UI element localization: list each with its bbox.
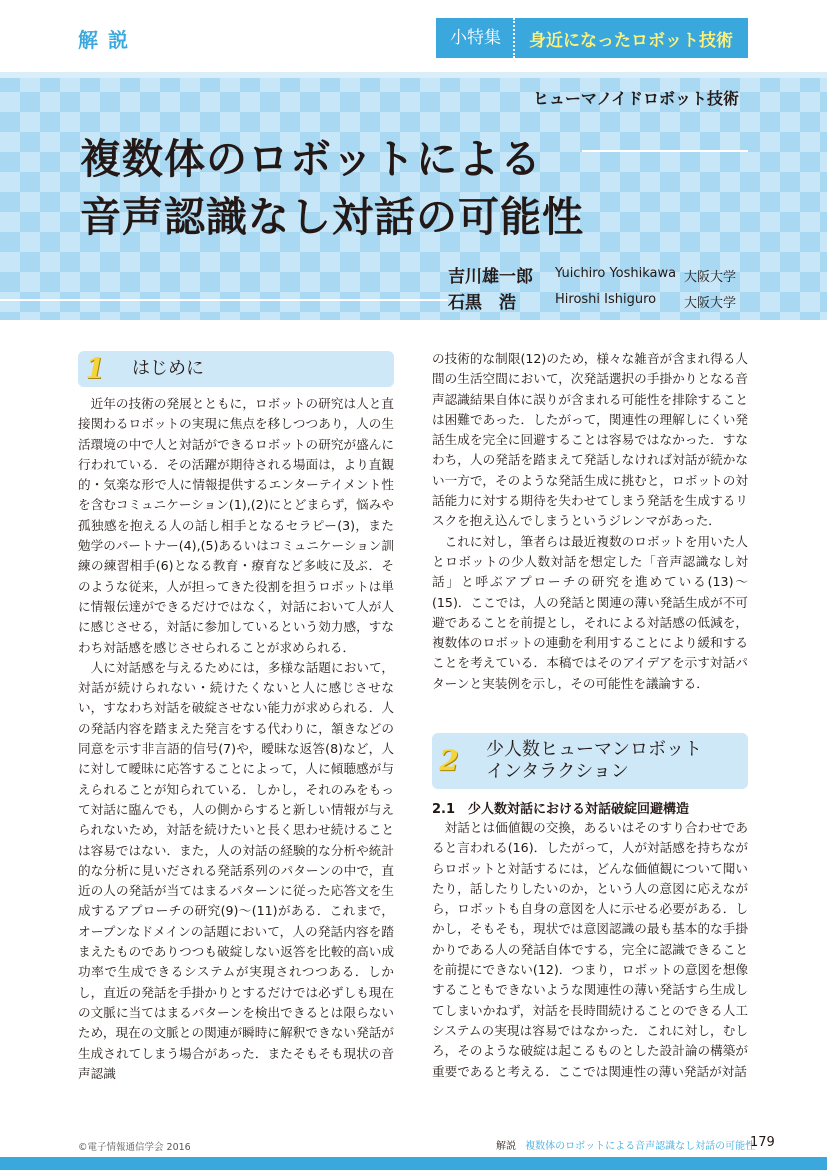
author-name-en: Yuichiro Yoshikawa (555, 266, 677, 281)
paragraph: 近年の技術の発展とともに，ロボットの研究は人と直接関わるロボットの実現に焦点を移しつつあり，人の生活環境の中で人と対話ができるロボットの研究が盛んに行われている．その活躍が期待される場面は，より直観的・気楽な形で人に情報提供するエンターテイメント性を含むコミュニケーション(1),(2)にとどまらず，悩みや孤独感を抱える人の話し相手となるセラピー(3)，また勉学のパートナー(4),(5)あるいはコミュニケーション訓練の練習相手(6)となる教育・療育など多岐に及ぶ．そのような従来，人が担ってきた役割を担うロボットは単に情報伝達ができるだけではなく，対話において人が人に感じさせる，対話に参加しているという効力感，すなわち対話感を感じさせられることが求められる． (78, 396, 394, 655)
subsection-title: 2.1 少人数対話における対話破綻回避構造 (432, 802, 690, 817)
section-title (486, 739, 702, 783)
author-affiliation: 大阪大学 (684, 270, 737, 285)
article-title-line1: 複数体のロボットによる (80, 135, 542, 183)
section-title: はじめに (132, 358, 204, 379)
paragraph: の技術的な制限(12)のため，様々な雑音が含まれ得る人間の生活空間において，次発話選択の手掛かりとなる音声認識結果自体に誤りが含まれる可能性を排除することは困難であった．したがって，関連性の理解しにくい発話生成を完全に回避することは容易ではなかった．すなわち，人の発話を踏まえて発話しなければ対話が続かない一方で，そのような発話生成に挑むと，ロボットの対話能力に対する期待を失わせてしまう発話を生成するリスクを抱え込んでしまうというジレンマがあった． (432, 351, 748, 529)
author-name-jp: 石黒 浩 (448, 293, 516, 313)
feature-tag (436, 18, 748, 58)
article-title-line2: 音声認識なし対話の可能性 (80, 193, 584, 241)
author-name-jp: 吉川雄一郎 (448, 267, 533, 287)
section-number: 2 (439, 744, 459, 777)
author-rule (0, 299, 448, 301)
section-number: 1 (85, 352, 105, 385)
author-affiliation: 大阪大学 (684, 296, 737, 311)
right-column-text-bottom (432, 818, 748, 1094)
article-category: ヒューマノイドロボット技術 (532, 89, 739, 108)
running-title: 複数体のロボットによる音声認識なし対話の可能性 (525, 1141, 756, 1152)
copyright: ©電子情報通信学会 2016 (78, 1142, 191, 1153)
paragraph: 人に対話感を与えるためには，多様な話題において，対話が続けられない・続けたくないと人に感じさせない，すなわち対話を破綻させない能力が求められる．人の発話内容を踏まえた発言をする代わりに，頷きなどの同意を示す非言語的信号(7)や，曖昧な返答(8)など，人に対して曖昧に応答することによって，人に傾聴感が与えられることが知られている．しかし，それのみをもって対話に臨んでも，人の側からすると新しい情報が与えられないため，対話を続けたいと長く思わせ続けることは容易ではない．また，人の対話の経験的な分析や統計的な分析に見いだされる発話系列のパターンの中で，直近の人の発話が当てはまるパターンに従った応答文を生成するアプローチの研究(9)〜(11)がある．これまで，オープンなドメインの話題において，人の発話内容を踏まえたものでありつつも破綻しない返答を比較的高い成功率で生成できるシステムが実現されつつある．しかし，直近の発話を手掛かりとするだけでは必ずしも現在の文脈に当てはまるパターンを検出できるとは限らないため，現在の文脈との関連が瞬時に解釈できない発話が生成されてしまう場合があった．またそもそも現状の音声認識 (78, 659, 394, 1081)
section-heading-2 (432, 733, 748, 789)
page-number: 179 (750, 1135, 775, 1150)
running-footer (496, 1137, 755, 1152)
feature-title: 身近になったロボット技術 (529, 30, 733, 51)
left-column-text (78, 394, 394, 1094)
paragraph: これに対し，筆者らは最近複数のロボットを用いた人とロボットの少人数対話を想定した「音声認識なし対話」と呼ぶアプローチの研究を進めている(13)〜(15)．ここでは，人の発話と関連の薄い発話生成が不可避であることを前提とし，それによる対話感の低減を，複数体のロボットの連動を利用することにより緩和することを考えている．本稿ではそのアイデアを示す対話パターンと実装例を示し，その可能性を議論する． (432, 533, 748, 691)
section-label: 解説 (78, 28, 138, 52)
title-rule (582, 150, 748, 152)
bottom-band (0, 1157, 827, 1170)
banner-top-strip (0, 72, 827, 78)
section-title-line1: 少人数ヒューマンロボット (486, 739, 702, 760)
section-title-line2: インタラクション (486, 761, 629, 782)
author-name-en: Hiroshi Ishiguro (555, 292, 657, 307)
paragraph: 対話とは価値観の交換，あるいはそのすり合わせであると言われる(16)．したがって，人が対話感を持ちながらロボットと対話するには，どんな価値観について聞いたり，話したりしたいのか，という人の意図に応えながら，ロボットも自身の意図を人に示せる必要がある．しかし，そもそも，現状では意図認識の最も基本的な手掛かりである人の発話自体でする，完全に認識できることを前提にできない(12)．つまり，ロボットの意図を想像することもできないような関連性の薄い発話すら生成してしまいかねず，対話を長時間続けることのできる人工システムの実現は容易ではなかった．これに対し，むしろ，そのような破綻は起こるものとした設計論の構築が重要であると考える．ここでは関連性の薄い発話が対話 (432, 820, 748, 1079)
right-column-text-top (432, 349, 748, 713)
section-heading-1 (78, 351, 394, 387)
running-label: 解説 (496, 1141, 516, 1152)
feature-label: 小特集 (436, 18, 515, 58)
